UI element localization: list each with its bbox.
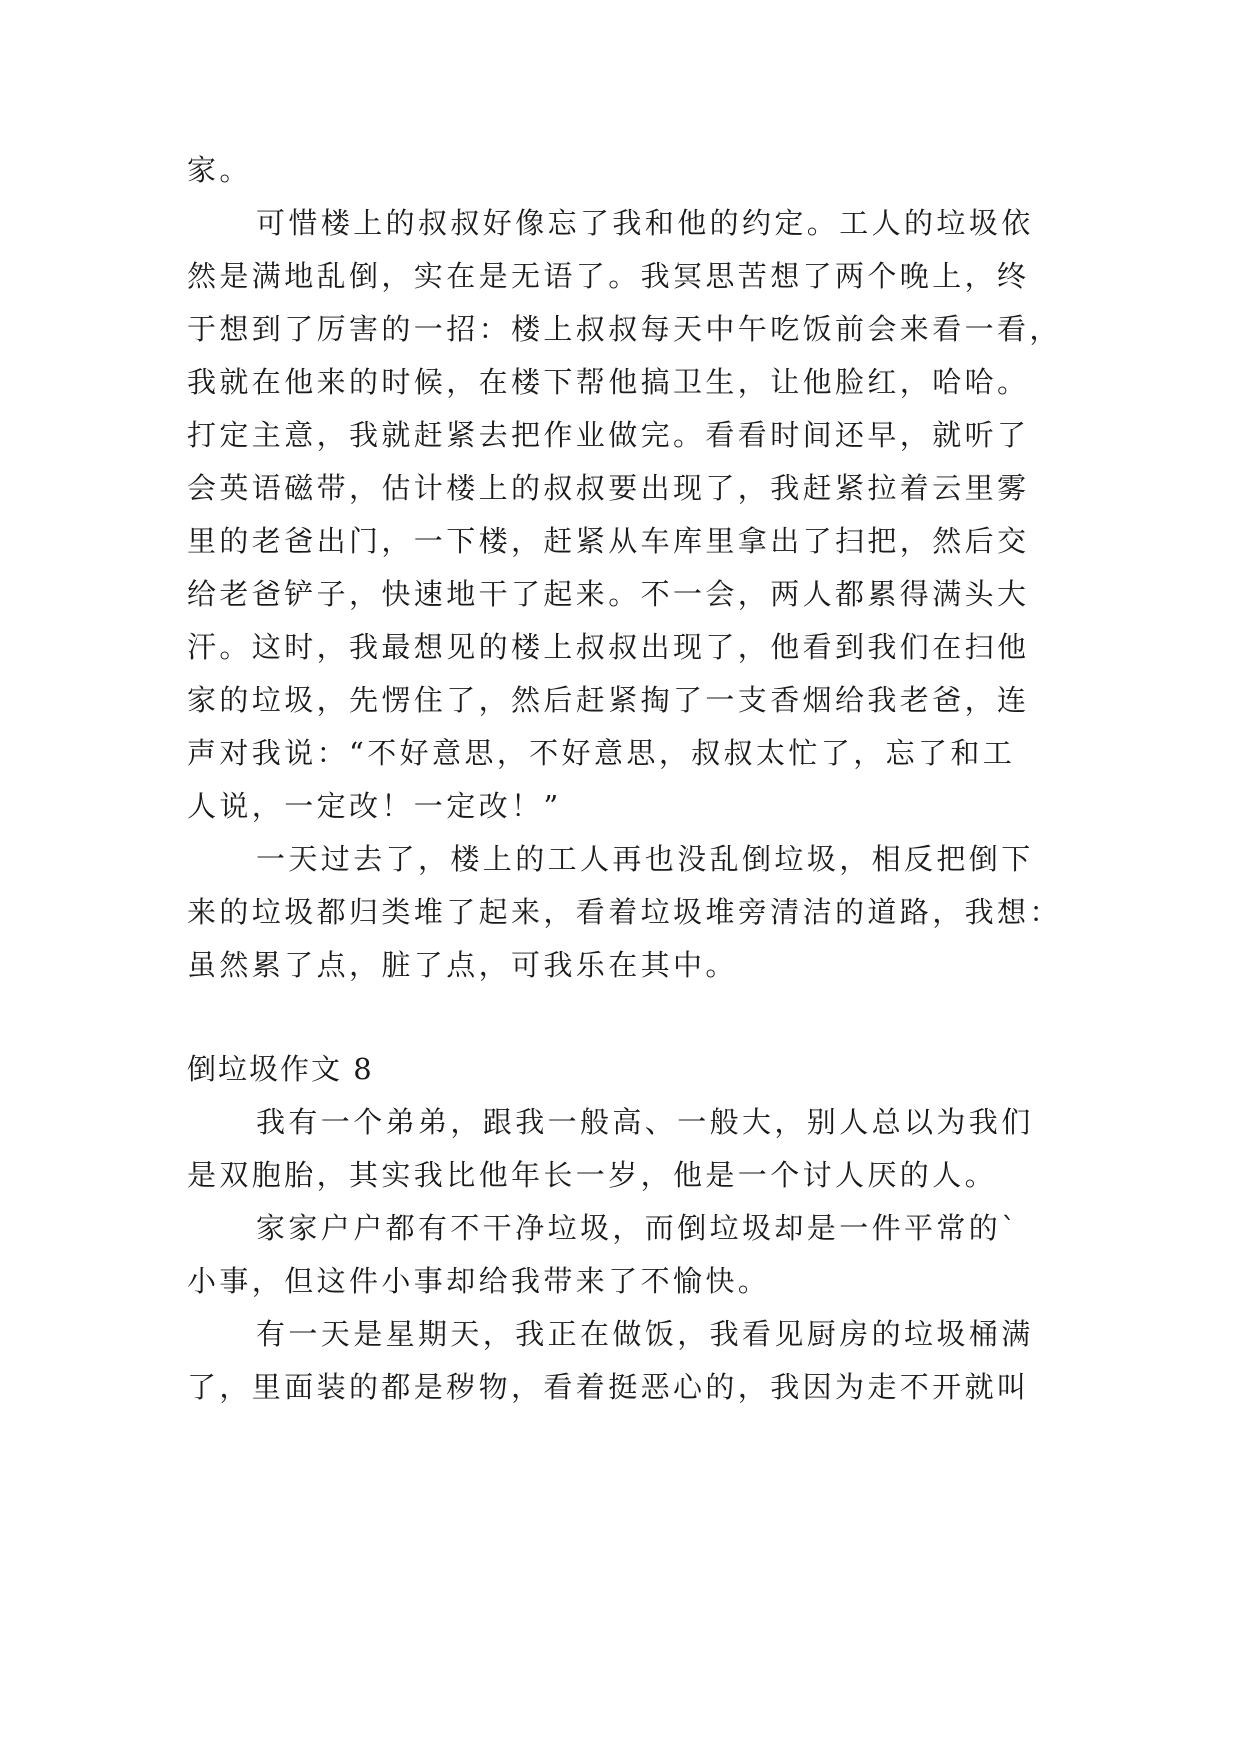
paragraph-line: 有一天是星期天，我正在做饭，我看见厨房的垃圾桶满 (256, 1317, 1034, 1351)
paragraph-line: 虽然累了点，脏了点，可我乐在其中。 (187, 948, 738, 982)
paragraph-line: 了，里面装的都是秽物，看着挺恶心的，我因为走不开就叫 (187, 1370, 1030, 1404)
paragraph-line: 家的垃圾，先愣住了，然后赶紧掏了一支香烟给我老爸，连 (187, 683, 1030, 717)
paragraph-line: 汗。这时，我最想见的楼上叔叔出现了，他看到我们在扫他 (187, 630, 1030, 664)
paragraph-line: 可惜楼上的叔叔好像忘了我和他的约定。工人的垃圾依 (256, 206, 1034, 240)
paragraph-line: 小事，但这件小事却给我带来了不愉快。 (187, 1264, 771, 1298)
paragraph-line: 我就在他来的时候，在楼下帮他搞卫生，让他脸红，哈哈。 (187, 365, 1030, 399)
paragraph-line: 声对我说：“不好意思，不好意思，叔叔太忙了，忘了和工 (187, 736, 1016, 770)
paragraph-line: 打定主意，我就赶紧去把作业做完。看看时间还早，就听了 (187, 418, 1030, 452)
section-title: 倒垃圾作文 8 (187, 1052, 374, 1086)
paragraph-line: 来的垃圾都归类堆了起来，看着垃圾堆旁清洁的道路，我想： (187, 895, 1062, 929)
paragraph-line: 人说，一定改！一定改！” (187, 789, 562, 823)
paragraph-line: 然是满地乱倒，实在是无语了。我冥思苦想了两个晚上，终 (187, 259, 1030, 293)
paragraph-line: 里的老爸出门，一下楼，赶紧从车库里拿出了扫把，然后交 (187, 524, 1030, 558)
paragraph-line: 一天过去了，楼上的工人再也没乱倒垃圾，相反把倒下 (256, 842, 1034, 876)
paragraph-line: 家。 (187, 153, 252, 187)
paragraph-line: 是双胞胎，其实我比他年长一岁，他是一个讨人厌的人。 (187, 1158, 998, 1192)
paragraph-line: 于想到了厉害的一招：楼上叔叔每天中午吃饭前会来看一看， (187, 312, 1062, 346)
paragraph-line: 给老爸铲子，快速地干了起来。不一会，两人都累得满头大 (187, 577, 1030, 611)
paragraph-line: 我有一个弟弟，跟我一般高、一般大，别人总以为我们 (256, 1105, 1034, 1139)
paragraph-line: 会英语磁带，估计楼上的叔叔要出现了，我赶紧拉着云里雾 (187, 471, 1030, 505)
paragraph-line: 家家户户都有不干净垃圾，而倒垃圾却是一件平常的` (256, 1211, 1020, 1245)
